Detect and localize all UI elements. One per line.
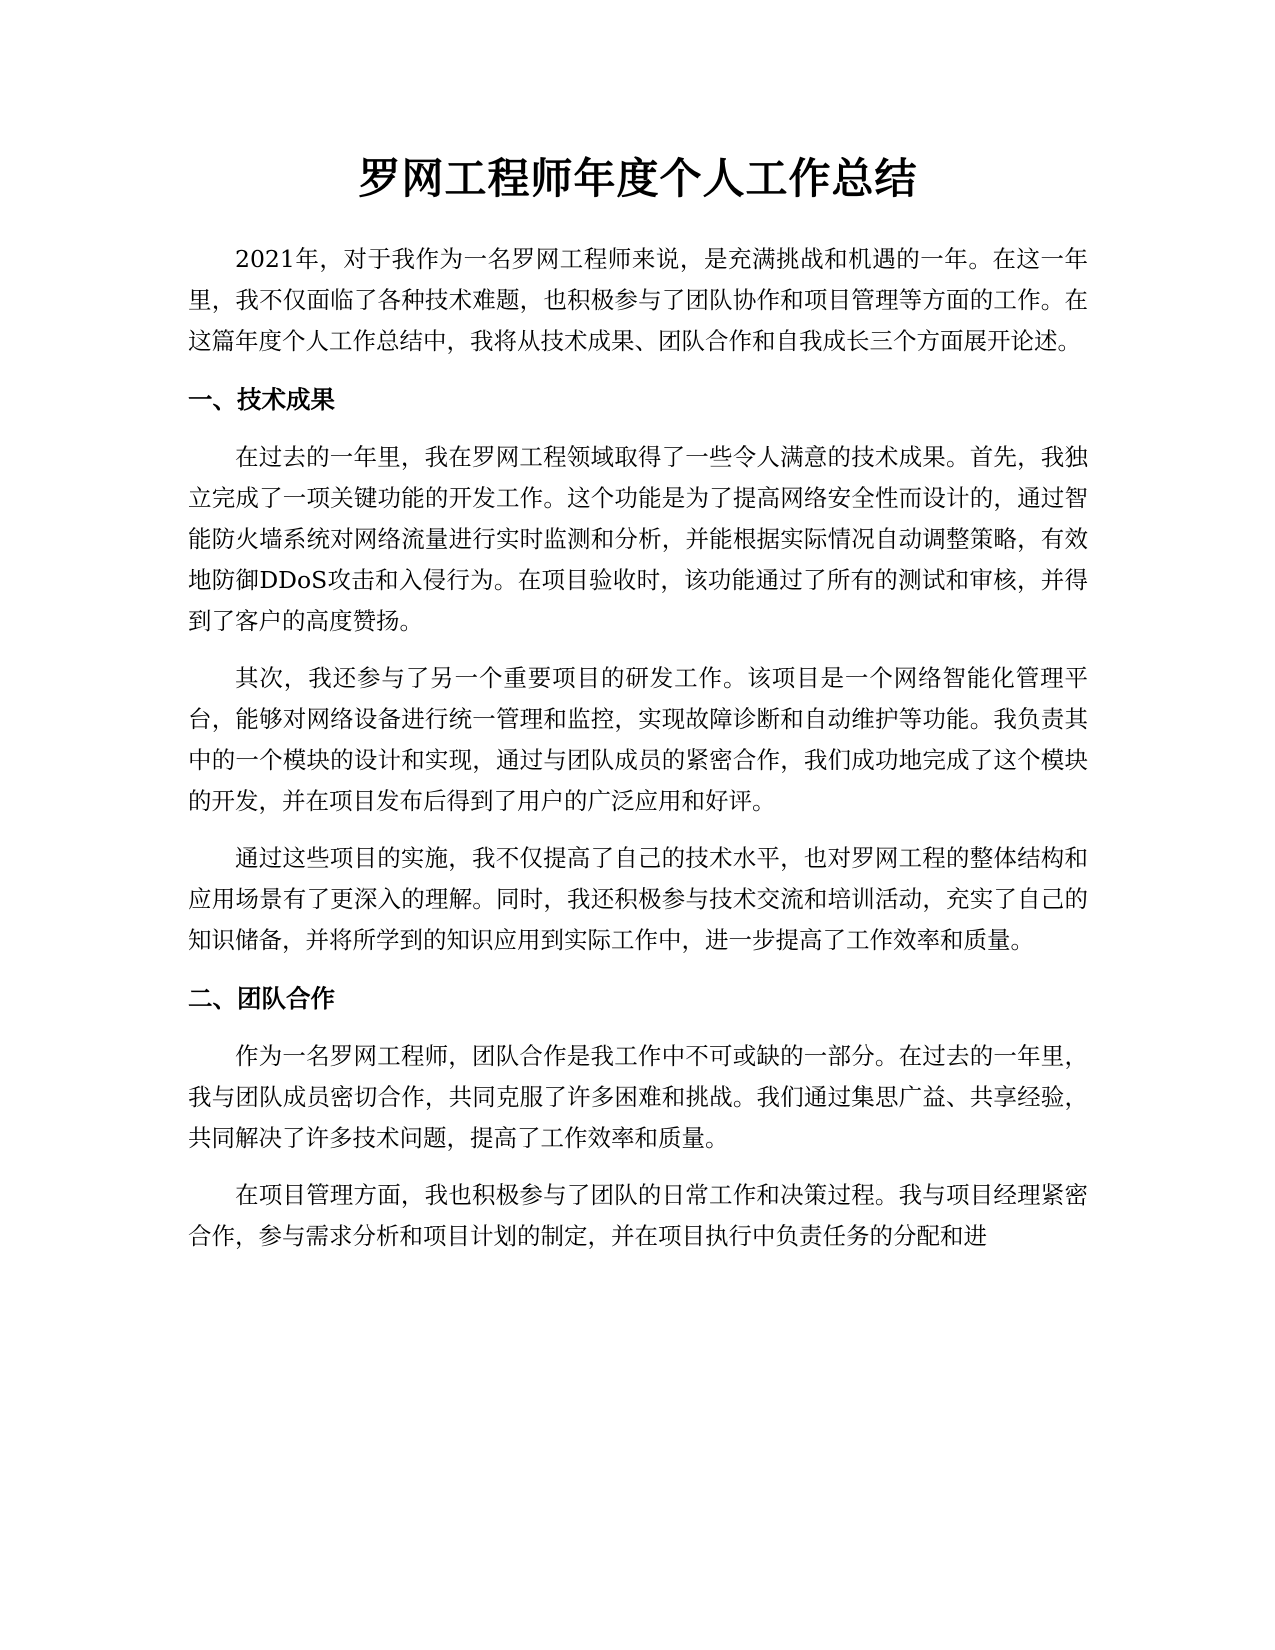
paragraph: 在过去的一年里，我在罗网工程领域取得了一些令人满意的技术成果。首先，我独立完成了一项关键功能的开发工作。这个功能是为了提高网络安全性而设计的，通过智能防火墙系统对网络流量进行实时监测和分析，并能根据实际情况自动调整策略，有效地防御DDoS攻击和入侵行为。在项目验收时，该功能通过了所有的测试和审核，并得到了客户的高度赞扬。 <box>188 443 1088 635</box>
paragraph: 在项目管理方面，我也积极参与了团队的日常工作和决策过程。我与项目经理紧密合作，参与需求分析和项目计划的制定，并在项目执行中负责任务的分配和进 <box>188 1181 1088 1250</box>
paragraph: 其次，我还参与了另一个重要项目的研发工作。该项目是一个网络智能化管理平台，能够对网络设备进行统一管理和监控，实现故障诊断和自动维护等功能。我负责其中的一个模块的设计和实现，通过与团队成员的紧密合作，我们成功地完成了这个模块的开发，并在项目发布后得到了用户的广泛应用和好评。 <box>188 664 1088 815</box>
paragraph: 通过这些项目的实施，我不仅提高了自己的技术水平，也对罗网工程的整体结构和应用场景有了更深入的理解。同时，我还积极参与技术交流和培训活动，充实了自己的知识储备，并将所学到的知识应用到实际工作中，进一步提高了工作效率和质量。 <box>188 844 1088 954</box>
section-heading-teamwork: 二、团队合作 <box>188 984 335 1013</box>
section-heading-technical-results: 一、技术成果 <box>188 385 335 414</box>
intro-paragraph: 2021年，对于我作为一名罗网工程师来说，是充满挑战和机遇的一年。在这一年里，我不仅面临了各种技术难题，也积极参与了团队协作和项目管理等方面的工作。在这篇年度个人工作总结中，我将从技术成果、团队合作和自我成长三个方面展开论述。 <box>188 245 1088 355</box>
document-title: 罗网工程师年度个人工作总结 <box>358 154 918 203</box>
paragraph: 作为一名罗网工程师，团队合作是我工作中不可或缺的一部分。在过去的一年里，我与团队成员密切合作，共同克服了许多困难和挑战。我们通过集思广益、共享经验，共同解决了许多技术问题，提高了工作效率和质量。 <box>188 1042 1088 1152</box>
document-body <box>188 145 1088 1273</box>
